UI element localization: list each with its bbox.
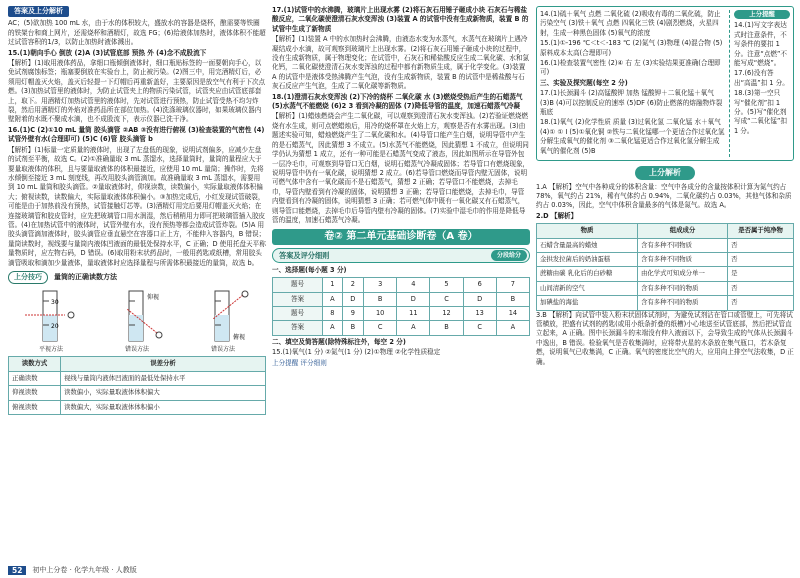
cylinder-lookup-icon bbox=[107, 289, 167, 345]
q17-analysis: 【解析】(1)装置 A 中的水加热时会沸腾，由液态水变为水蒸气，水蒸气在玻璃片上遇冷凝结成小水滴，故可观察到玻璃片上出现水雾。(2)将石灰石用锤子砸成小块的过程中，没有生成新物质，属于物理变化；在试管中，石灰石和稀盐酸反应生成二氧化碳、水和氯化钙，二氧化碳使澄清石灰水变浑浊的过程中都有新物质生成，属于化学变化。(3)装置 A 的试管中是液体受热沸腾产生气泡，没有生成新物质，装置 B 的试管中是稀盐酸与石灰石反应产生气泡，生成了二氧化碳等新物质。 bbox=[272, 35, 530, 91]
q15-answer: 15.(1)朝向手心 倒放 (2)A (3)试管底部 预热 外 (4)念不成股流下 bbox=[8, 48, 207, 57]
table-row: 俯视读数 读数偏大，实际量取液体体积偏小 bbox=[9, 400, 266, 414]
table-row: 石蜡含量最高的蜡烛 含有多种不同物质 否 bbox=[537, 238, 794, 252]
fig-label-1: 平视方法 bbox=[38, 345, 63, 353]
q18-answer: 18.(1)澄清石灰水变浑浊 (2)下冷的烧杯 二氧化碳 水 (3)燃烧受热后产生的石蜡蒸气 (5)水蒸气不能燃烧 (6)2 3 看到冷凝的固体 (7)降低导管的温度，加速石蜡蒸气冷凝 bbox=[272, 92, 523, 111]
q18-analysis: 【解析】(1)蜡烛燃烧会产生二氧化碳，可以观察到澄清石灰水变浑浊。(2)若验证燃烧燃烧有水生成，则可点燃蜡烛后，用冷的烧杯罩在火焰上方，观察是否有水雾出现。(3)由题述实验可知，蜡烛燃烧产生了二氧化碳和水。(4)导管口能产生白烟，说明导管中产生的是石蜡蒸气，因此猜想 3 不成立。(5)水蒸气不能燃烧，因此猜想 1 不成立，但说明同学仍认为猜想 1 成立，还有一种可能是石蜡蒸气变成了液态，因此如图所示在导管外包一层冷毛巾，可观察到导管口无白烟，说明石蜡蒸气冷凝成固体；若导管口有燃烧现象，说明导管中仍有一氧化碳，说明猜想 2 成立。(6)若导管口燃烧而导管内壁无固体，说明可燃气体中含有一氧化碳而不是石蜡蒸气，猜想 2 正确；若导管口不能燃烧，去掉毛巾，导管内壁看到有冷凝的固体，说明猜想 3 正确；若导管口能燃烧，去掉毛巾，导管内壁看到有冷凝的固体，说明猜想 3 正确；若可燃气体中既有一氧化碳又有石蜡蒸气，则导管口能燃烧，去掉毛巾后导管内壁有冷凝的固体。(7)实验中湿毛巾的作用是降低导管的温度，加速石蜡蒸气冷凝。 bbox=[272, 112, 530, 224]
header-tag: 答案及上分解析 bbox=[8, 6, 69, 17]
figure-level-view bbox=[21, 289, 81, 354]
column-left bbox=[8, 6, 266, 562]
fill-heading: 二、填空及简答题(除特殊标注外，每空 2 分) bbox=[272, 337, 406, 346]
exp-heading: 三、实验及探究题(每空 2 分) bbox=[540, 78, 628, 87]
table-row: 金拱发拉菌后的奶油蛋糕 含有多种不同物质 否 bbox=[537, 252, 794, 266]
a2-text: 2.D 【解析】 bbox=[536, 211, 578, 220]
q18-box: 18.(1)氧气 (2)化学性质 质量 (3)过氧化氢 二氧化锰 水＋氧气 (4)① ① I (5)①氧化铜 ②铁与二氧化锰哪一个更适合作过氧化氢分解生成氧气的催化剂 ③二氧化锰更适合作过氧化氢分解生成氧气的催化剂 (5)B bbox=[540, 118, 725, 155]
table-row: 蔗糖由碳 乳化后的白砂糖 由化学式可知成分单一 是 bbox=[537, 267, 794, 281]
table-header-1: 读数方式 bbox=[9, 357, 61, 371]
side-note: 14.(1)写文字表达式时注意条件，不写条件的要扣 1 分。注意“点燃”不能写成“燃烧”。 bbox=[734, 21, 787, 68]
label-fu: 俯视 bbox=[233, 333, 246, 341]
tick-30-a: 30 bbox=[51, 298, 59, 306]
column-right bbox=[536, 6, 794, 562]
fig-label-2: 错误方法 bbox=[124, 345, 149, 353]
figure-look-down bbox=[193, 289, 253, 354]
q16-analysis: 【解析】(1)标量一定质量的液体时，出现了左盘低的现象，说明试剂偏多，应减少左盘的试剂至平衡，故选 C。(2)①准确量取 3 mL 蒸馏水，选择量筒时，量筒的量程应大于要量取液体的体积，且与要量取液体的体积最接近，应使用 10 mL 量筒；操作时，先将水倾倒至接近 3 mL 刻度线，再改用胶头滴管滴加。故准确量取 3 mL 蒸馏水，需要用到 10 mL 量筒和胶头滴管。②量取液体时，仰视读数，读数偏小，实际量取液体体积偏大；俯视读数，读数偏大，实际量取液体体积偏小。③加热完成后，小红发现试管破裂，可能是由于加热前没有预热，试管接触灯芯等。(3)酒精灯用完后要用灯帽盖灭火焰；在连接玻璃管和胶皮管时，应先把玻璃管口用水润湿，然后稍稍用力即可把玻璃管插入胶皮管。(4)在加热试管中的液体时，试管外壁有水，没有预热等都会造成试管炸裂。(5)A 用胶头滴管滴加液体时，胶头滴管应垂直悬空在容器口正上方，不能伸入容器内，B 错误；量筒读数时，视线要与量筒内液体凹液面的最低处保持水平，C 正确；D 使用托盘天平称量物质时，应左物右码，D 错误。(6)取用粉末状药品时，一般用药匙或纸槽，常用胶头滴管吸取和滴加少量液体，量取液体时应选择量程与所需体积最接近的量筒，故选 b。 bbox=[8, 145, 266, 267]
answer-box-side bbox=[730, 10, 790, 157]
answer-box bbox=[536, 6, 794, 161]
table-row: 山间清新的空气 含有多种不同的物质 否 bbox=[537, 281, 794, 295]
label-yang: 仰视 bbox=[147, 293, 160, 301]
side-title: 上分提醒 bbox=[734, 10, 790, 19]
book-title: 初中上分卷 · 化学九年级 · 人教版 bbox=[32, 566, 137, 574]
fig-label-3: 错误方法 bbox=[210, 345, 235, 353]
answer-bar-tag: 分段给分 bbox=[491, 250, 527, 261]
page-number: 52 bbox=[8, 566, 26, 575]
page-footer bbox=[8, 565, 137, 575]
table-row: 仰视读数 读数偏小，实际量取液体体积偏大 bbox=[9, 386, 266, 400]
answer-box-main bbox=[540, 10, 730, 157]
q16-box: 16.(1)检查装置气密性 (2)④ 右 左 (3)实验结果更准确(合理即可) bbox=[540, 59, 721, 77]
intro-text: AC；(5)欲加热 100 mL 水，由于水的体积较大，盛放水的容器是烧杯，酿需要等铁圈的铁架台和商上网片，还需烧杯和酒精灯，故选 FG；(6)给液体加热时，液体体积不能超过试管容积的1/3，以防止加热时液体溅出。 bbox=[8, 19, 266, 47]
cylinder-level-icon bbox=[21, 289, 81, 345]
answer-bar-title: 答案及评分细则 bbox=[279, 250, 330, 260]
reading-method-table bbox=[8, 356, 266, 415]
cylinder-figures bbox=[8, 286, 266, 354]
a3-text: 3.B 【解析】向试管中装入粉末状固体试剂时，为避免试剂沾在管口或管壁上，可先将试管横放，把盛有试剂的药匙(或用小纸条折叠的纸槽)小心地送至试管底部，然后把试管直立起来，A 正确。图中长颈漏斗的末端没有伸入液面以下，会导致生成的气体从长颈漏斗中逸出，B 错误。检验氧气是否收集满时，应将带火星的木条放在集气瓶口，若木条复燃，说明氧气已收集满，C 正确。氧气的密度比空气的大，应用向上排空气法收集，D 正确。 bbox=[536, 310, 794, 366]
a1-text: 1.A 【解析】空气中各种成分的体积含量：空气中各成分的含量按体积计算为氮气约占 78%，氧气约占 21%，稀有气体约占 0.94%，二氧化碳约占 0.03%，其他气体和杂质约占 0.03%，因此，空气中体积含量最多的气体是氮气。故选 A。 bbox=[536, 182, 792, 210]
choice-heading: 一、选择题(每小题 3 分) bbox=[272, 265, 347, 274]
table-header-2: 误差分析 bbox=[60, 357, 265, 371]
tick-20-a: 20 bbox=[51, 322, 59, 330]
substance-table: 物质 组成成分 是否属于纯净物 石蜡含量最高的蜡烛 含有多种不同物质 否 金拱发拉菌后的奶油蛋糕 含有多种不同物质 否 蔗糖由碳 乳化后的白砂糖 由化学式可知成分单一 是 山间清新的空气 含有多种不同的物质 否 加碘盐的海盐 含有多种不同的物质 否 bbox=[536, 223, 794, 310]
q14-box: 14.(1)硫＋氧气 点燃 二氧化硫 (2)吸收有毒的二氧化硫，防止污染空气 (3)铁＋氧气 点燃 四氧化三铁 (4)剧烈燃烧，火星四射，生成一种黑色固体 (5)氧气的浓度 bbox=[540, 10, 721, 37]
side-note: 17.(6)没有答出“高温”扣 1 分。 bbox=[734, 69, 789, 87]
tip-side-label: 上分提醒 评分细则 bbox=[272, 358, 327, 367]
q17-box: 17.(1)长颈漏斗 (2)高锰酸钾 加热 锰酸钾＋二氧化锰＋氧气 (3)B (4)可以控制反应的速率 (5)DF (6)防止燃落的熔融物炸裂瓶底 bbox=[540, 89, 723, 117]
column-middle bbox=[272, 6, 530, 562]
analysis-banner-title: 上分解析 bbox=[635, 166, 695, 179]
q17-answer: 17.(1)试管中的水沸腾，玻璃片上出现水雾 (2)将石灰石用锤子砸成小块 石灰石与稀盐酸反应，二氧化碳使澄清石灰水变浑浊 (3)装置 A 的试管中没有生成新物质，装置 B 的试管中生成了新物质 bbox=[272, 6, 529, 33]
tip-title: 量筒的正确读数方法 bbox=[54, 272, 117, 281]
side-note: 18.(3)第一空只写“催化剂”扣 1 分。(5)写“催化剂写成“二氧化锰”扣 1 分。 bbox=[734, 89, 787, 135]
tip-badge: 上分技巧 bbox=[8, 271, 48, 284]
q15-box: 15.(1)①-196 ℃＜t＜-183 ℃ (2)氮气 (3)物理 (4)混合物 (5)原料成本太高(合理即可) bbox=[540, 39, 723, 57]
table-row: 正确读数 视线与量筒内液体凹液面的最低处保持水平 bbox=[9, 371, 266, 385]
q15-fill-answer: 15.(1)氧气(1 分) ②氮气(1 分) (2)①物理 ②化学性质稳定 bbox=[272, 348, 441, 357]
q16-answer: 16.(1)C (2)①10 mL 量筒 胶头滴管 ②AB ③没有进行俯视 (3)检查装置的气密性 (4)试管外壁有水(合理即可) (5)C (6)管 胶头滴管 b bbox=[8, 125, 265, 144]
table-row: 加碘盐的海盐 含有多种不同的物质 否 bbox=[537, 296, 794, 310]
unit-banner: 卷② 第二单元基础诊断卷（A 卷） bbox=[272, 229, 530, 244]
figure-look-up bbox=[107, 289, 167, 354]
answer-bar bbox=[272, 248, 530, 263]
cylinder-lookdown-icon bbox=[193, 289, 253, 345]
answer-grid: 题号 1 2 3 4 5 6 7 答案 A D B D C D B 题号 8 9 10 11 12 13 14 答案 A B C A B C A bbox=[272, 277, 530, 336]
tip-heading bbox=[8, 271, 266, 284]
analysis-banner bbox=[536, 166, 794, 179]
q15-analysis: 【解析】(1)取用液体药品，拿细口瓶倾倒液体时，细口瓶贴标签的一面要朝向手心，以免试剂腐蚀标签；瓶塞要倒放在实验台上，防止被污染。(2)图三中，用完酒精灯后，必须用灯帽盖灭火焰，盖灭后轻提一下灯帽后再重新盖好，主要原因是放空气有利于下次点燃。(3)加热试管里的液体时，为防止试管夹上的物质污染试管，试管夹应由试管底部套上，取下。用酒精灯加热试管里的液体时，先对试管进行预热，防止试管受热不均匀炸裂，然后用酒精灯的外焰对准药品所在部位加热。(4)洗涤玻璃仪器时，如果玻璃仪器内壁附着的水既不聚成水滴，也不成股流下，表示仪器已洗干净。 bbox=[8, 59, 266, 124]
